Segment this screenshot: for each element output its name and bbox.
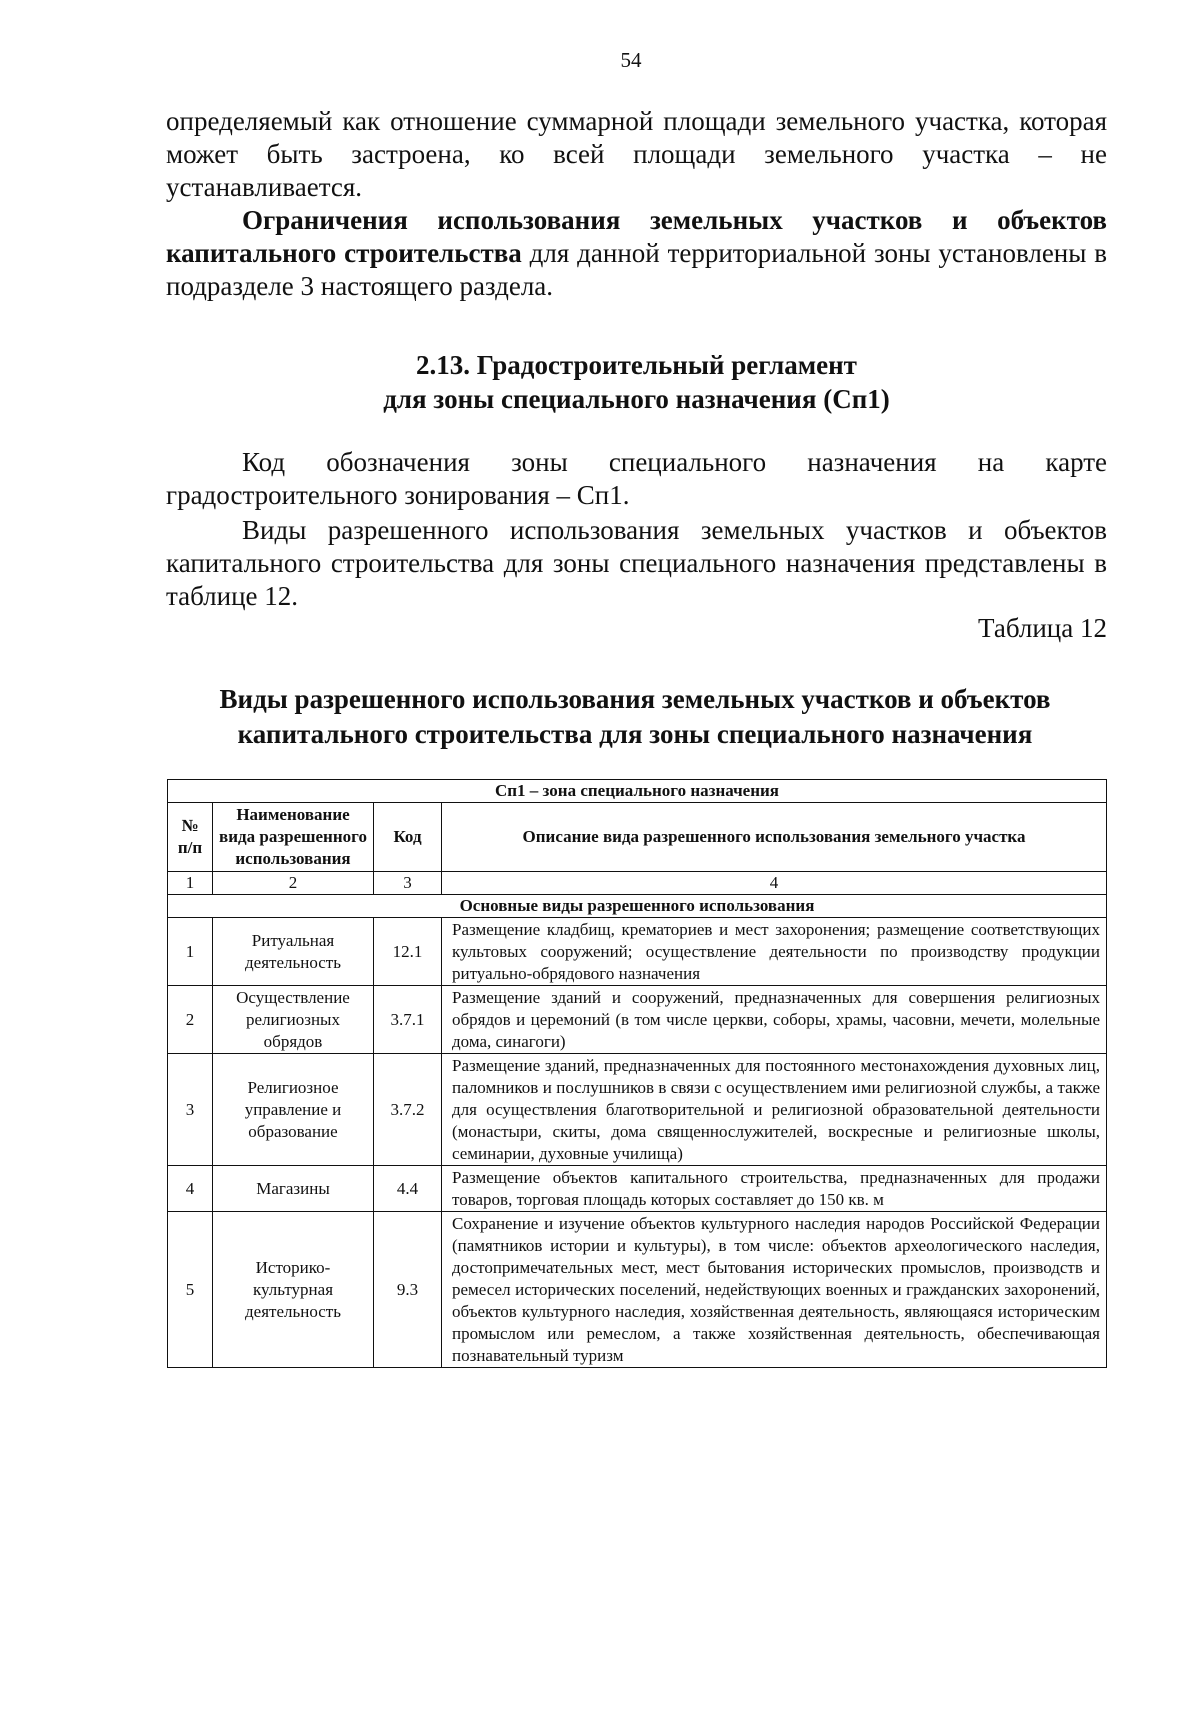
zone-header-row: [168, 780, 1107, 803]
row-num: 1: [168, 918, 213, 986]
section-title-line-1: 2.13. Градостроительный регламент: [416, 350, 857, 380]
row-name: Ритуальная деятельность: [213, 918, 374, 986]
row-description: Сохранение и изучение объектов культурного наследия народов Российской Федерации (памятников истории и культуры), в том числе: объектов археологического наследия, достопримечательных мест, мест бытования исторических промыслов, производств и ремесел исторических поселений, недействующих военных и гражданских захоронений, объектов культурного наследия, хозяйственная деятельность, являющаяся историческим промыслом или ремеслом, а также хозяйственная деятельность, обеспечивающая познавательный туризм: [442, 1212, 1107, 1368]
row-code: 3.7.1: [374, 986, 442, 1054]
row-code: 9.3: [374, 1212, 442, 1368]
row-num: 3: [168, 1054, 213, 1166]
paragraph-3: Код обозначения зоны специального назначения на карте градостроительного зонирования – Сп1.: [166, 447, 1107, 510]
row-num: 4: [168, 1166, 213, 1212]
row-num: 2: [168, 986, 213, 1054]
row-description: Размещение зданий, предназначенных для постоянного местонахождения духовных лиц, паломников и послушников в связи с осуществлением ими религиозной службы, а также для осуществления благотворительной и религиозной образовательной деятельности (монастыри, скиты, дома священнослужителей, воскресные и религиозные школы, семинарии, духовные училища): [442, 1054, 1107, 1166]
row-num: 5: [168, 1212, 213, 1368]
column-number: 2: [213, 872, 374, 895]
row-code: 4.4: [374, 1166, 442, 1212]
row-description: Размещение кладбищ, крематориев и мест захоронения; размещение соответствующих культовых сооружений; осуществление деятельности по производству продукции ритуально-обрядового назначения: [442, 918, 1107, 986]
row-name: Магазины: [213, 1166, 374, 1212]
table-row: [168, 1212, 1107, 1368]
zone-header: Сп1 – зона специального назначения: [168, 780, 1107, 803]
paragraph-1: определяемый как отношение суммарной площади земельного участка, которая может быть застроена, ко всей площади земельного участка – не устанавливается.: [166, 106, 1107, 202]
section-title-line-2: для зоны специального назначения (Сп1): [383, 384, 890, 414]
table-row: [168, 986, 1107, 1054]
row-description: Размещение объектов капитального строительства, предназначенных для продажи товаров, торговая площадь которых составляет до 150 кв. м: [442, 1166, 1107, 1212]
table-title-line-1: Виды разрешенного использования земельных участков и объектов: [219, 684, 1051, 714]
row-name: Осуществление религиозных обрядов: [213, 986, 374, 1054]
column-number: 1: [168, 872, 213, 895]
column-number-row: [168, 872, 1107, 895]
group-header-row: [168, 895, 1107, 918]
table-row: [168, 1054, 1107, 1166]
header-num: № п/п: [168, 803, 213, 872]
paragraph-2-rest: для данной территориальной зоны установлены в подразделе 3 настоящего раздела.: [166, 238, 1107, 301]
table-row: [168, 918, 1107, 986]
header-desc: Описание вида разрешенного использования земельного участка: [442, 803, 1107, 872]
row-name: Религиозное управление и образование: [213, 1054, 374, 1166]
paragraph-2: [166, 204, 1107, 303]
row-description: Размещение зданий и сооружений, предназначенных для совершения религиозных обрядов и церемоний (в том числе церкви, соборы, храмы, часовни, мечети, молельные дома, синагоги): [442, 986, 1107, 1054]
row-code: 3.7.2: [374, 1054, 442, 1166]
land-use-table: [167, 779, 1107, 1368]
table-title: [130, 682, 1140, 752]
paragraph-4: Виды разрешенного использования земельных участков и объектов капитального строительства для зоны специального назначения представлены в таблице 12.: [166, 515, 1107, 611]
column-header-row: [168, 803, 1107, 872]
header-name: Наименование вида разрешенного использования: [213, 803, 374, 872]
page-number: 54: [620, 48, 642, 72]
row-code: 12.1: [374, 918, 442, 986]
table-number: Таблица 12: [978, 613, 1107, 643]
table-row: [168, 1166, 1107, 1212]
column-number: 4: [442, 872, 1107, 895]
column-number: 3: [374, 872, 442, 895]
header-code: Код: [374, 803, 442, 872]
group-header: Основные виды разрешенного использования: [168, 895, 1107, 918]
table-title-line-2: капитального строительства для зоны специального назначения: [237, 719, 1033, 749]
paragraph-2-bold: Ограничения использования земельных участков и объектов капитального строительства: [166, 205, 1107, 268]
row-name: Историко-культурная деятельность: [213, 1212, 374, 1368]
section-title: [166, 348, 1107, 416]
